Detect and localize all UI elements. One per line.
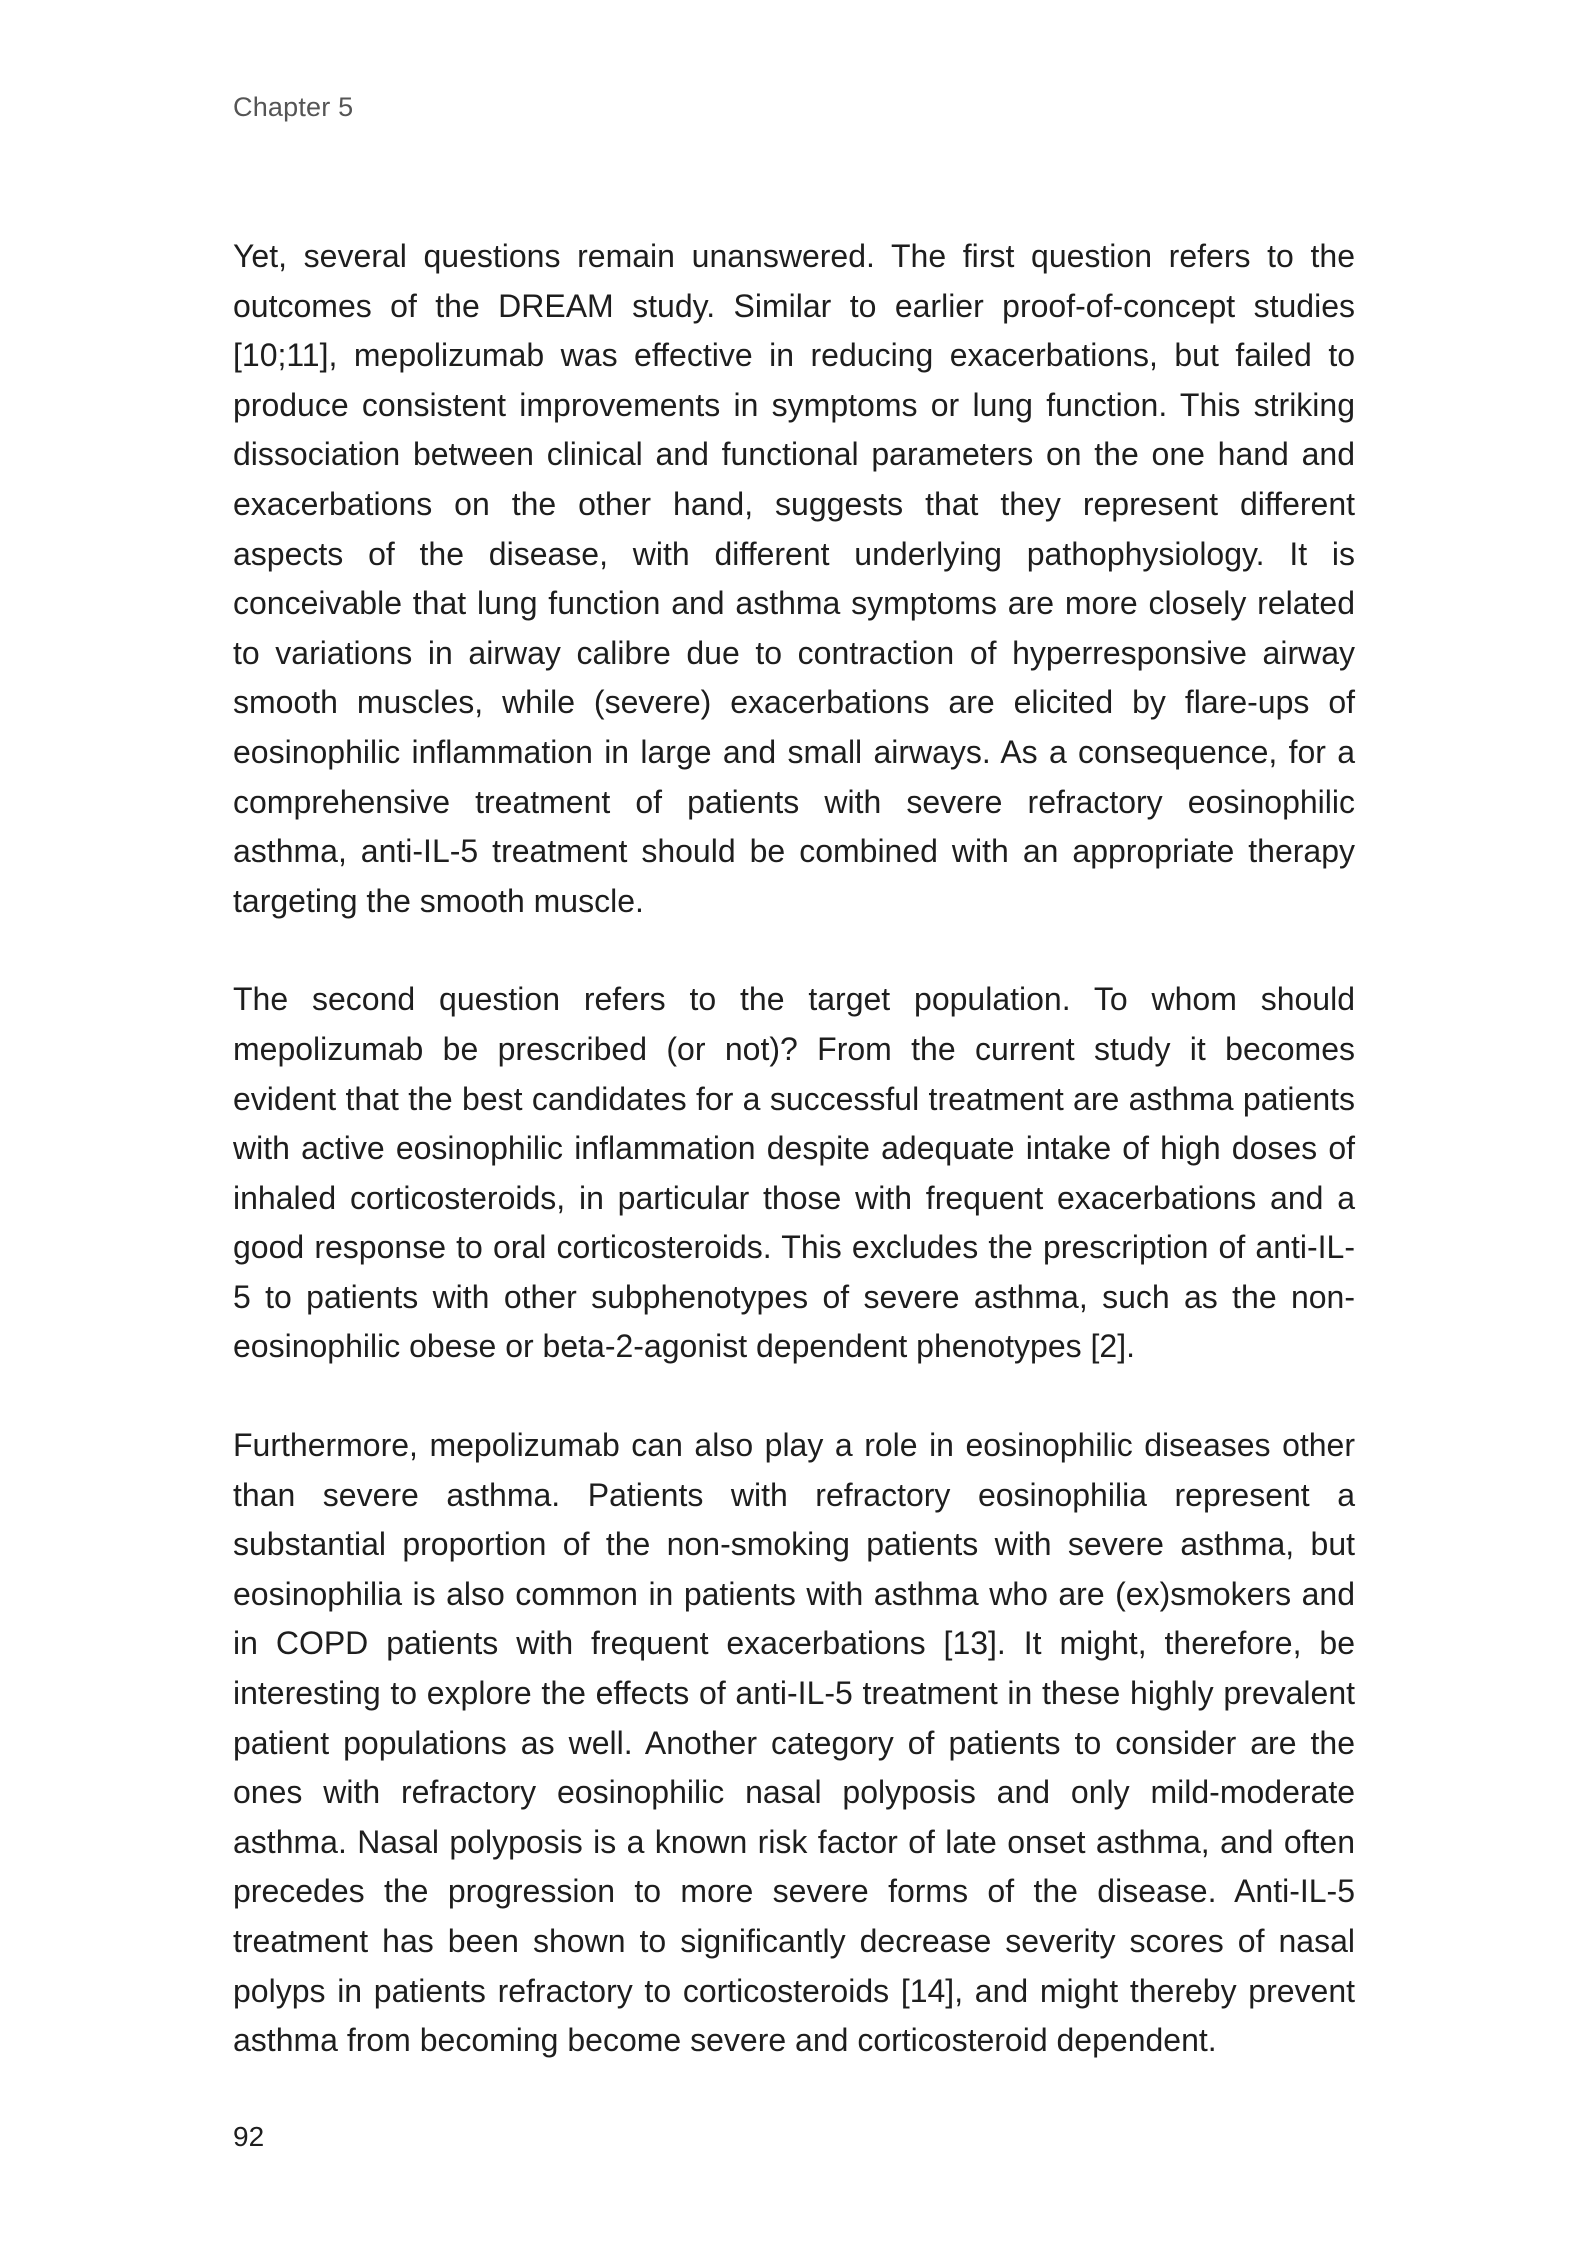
page-number: 92 bbox=[233, 2121, 265, 2152]
paragraph-3: Furthermore, mepolizumab can also play a role in eosinophilic diseases other than severe asthma. Patients with refractory eosinophilia represent a substantial proportion of the non-smoking patients with severe asthma, but eosinophilia is also common in patients with asthma who are (ex)smokers and in COPD patients with frequent exacerbations [13]. It might, therefore, be interesting to explore the effects of anti-IL-5 treatment in these highly prevalent patient populations as well. Another category of patients to consider are the ones with refractory eosinophilic nasal polyposis and only mild-moderate asthma. Nasal polyposis is a known risk factor of late onset asthma, and often precedes the progression to more severe forms of the disease. Anti-IL-5 treatment has been shown to significantly decrease severity scores of nasal polyps in patients refractory to corticosteroids [14], and might thereby prevent asthma from becoming become severe and corticosteroid dependent. bbox=[233, 1427, 1355, 2059]
body-text bbox=[233, 232, 1355, 2066]
paragraph-1: Yet, several questions remain unanswered. The first question refers to the outcomes of the DREAM study. Similar to earlier proof-of-concept studies [10;11], mepolizumab was effective in reducing exacerbations, but failed to produce consistent improvements in symptoms or lung function. This striking dissociation between clinical and functional parameters on the one hand and exacerbations on the other hand, suggests that they represent different aspects of the disease, with different underlying pathophysiology. It is conceivable that lung function and asthma symptoms are more closely related to variations in airway calibre due to contraction of hyperresponsive airway smooth muscles, while (severe) exacerbations are elicited by flare-ups of eosinophilic inflammation in large and small airways. As a consequence, for a comprehensive treatment of patients with severe refractory eosinophilic asthma, anti-IL-5 treatment should be combined with an appropriate therapy targeting the smooth muscle. bbox=[233, 238, 1355, 919]
paragraph-2: The second question refers to the target population. To whom should mepolizumab be prescribed (or not)? From the current study it becomes evident that the best candidates for a successful treatment are asthma patients with active eosinophilic inflammation despite adequate intake of high doses of inhaled corticosteroids, in particular those with frequent exacerbations and a good response to oral corticosteroids. This excludes the prescription of anti-IL-5 to patients with other subphenotypes of severe asthma, such as the non-eosinophilic obese or beta-2-agonist dependent phenotypes [2]. bbox=[233, 981, 1355, 1365]
running-head: Chapter 5 bbox=[233, 92, 354, 122]
